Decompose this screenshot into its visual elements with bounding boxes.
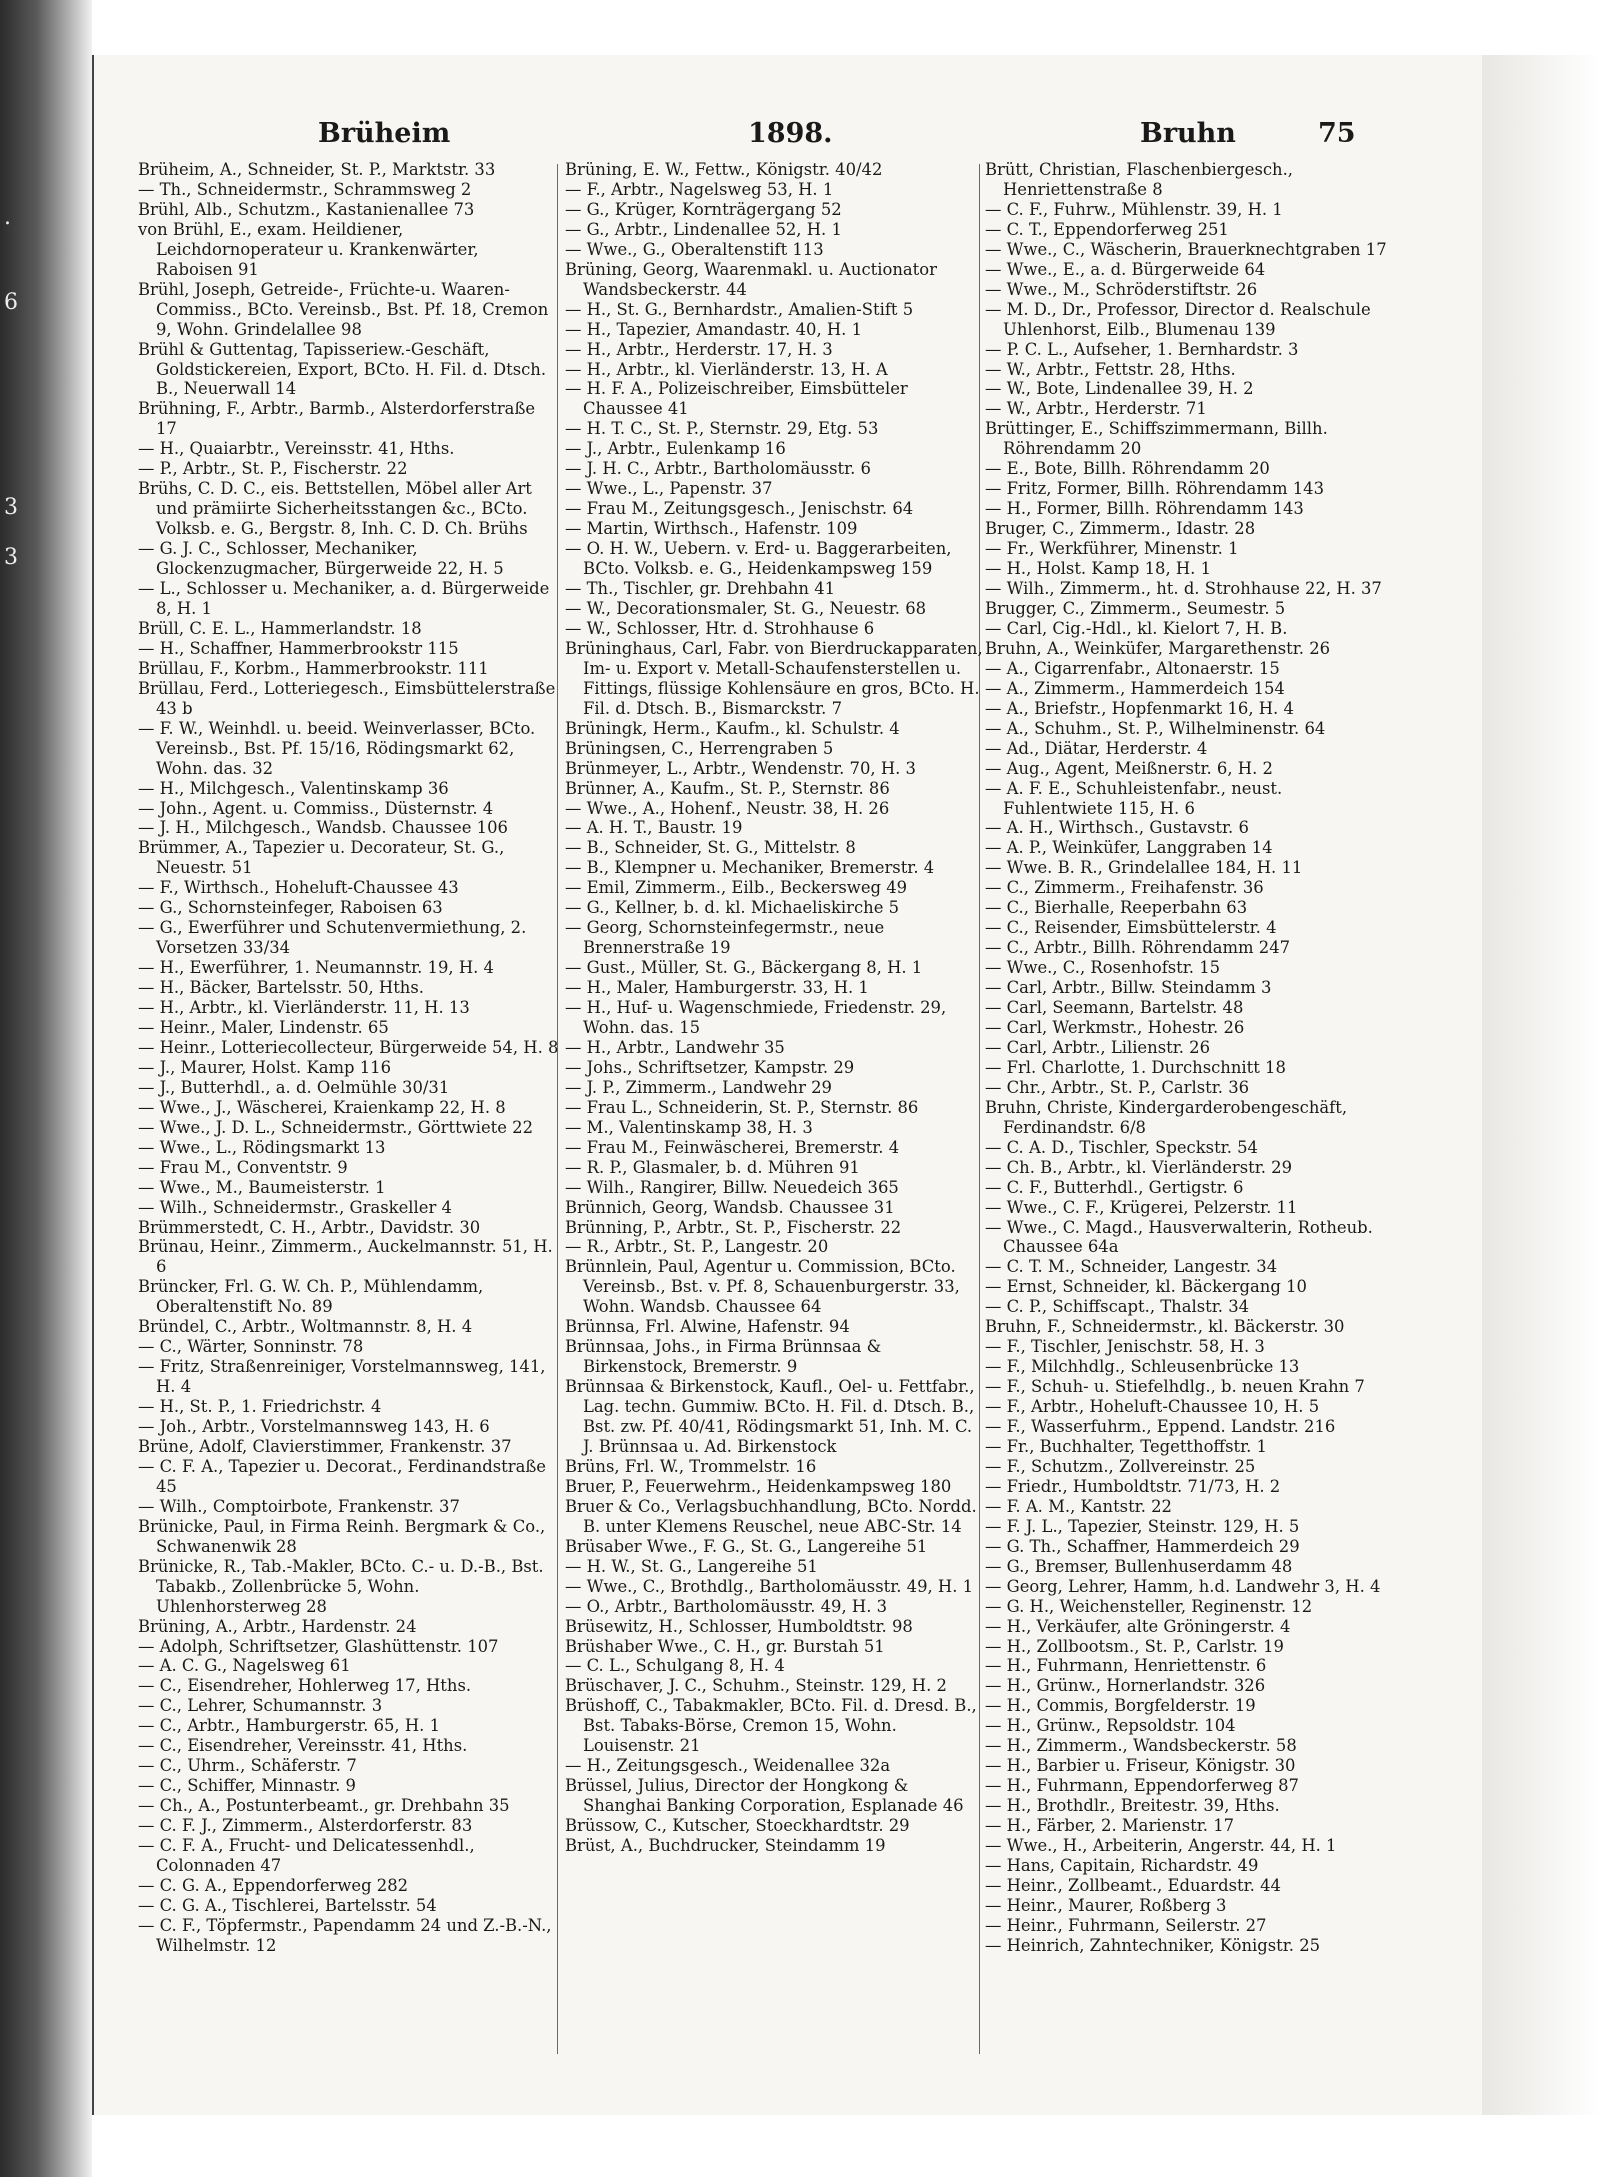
directory-entry: — Wwe., J. D. L., Schneidermstr., Görttwiete 22 [138,1117,534,1137]
directory-entry: — B., Klempner u. Mechaniker, Bremerstr. 4 [565,858,935,878]
directory-entry: — Johs., Schriftsetzer, Kampstr. 29 [565,1057,855,1077]
directory-entry: — H., Grünw., Repsoldstr. 104 [985,1716,1236,1736]
directory-entry: — A., Briefstr., Hopfenmarkt 16, H. 4 [985,698,1294,718]
directory-entry: — H., Zollbootsm., St. P., Carlstr. 19 [985,1636,1284,1656]
directory-entry: — C., Eisendreher, Vereinsstr. 41, Hths. [138,1736,468,1756]
directory-entry: — Wilh., Schneidermstr., Graskeller 4 [138,1197,452,1217]
directory-entry: Bründel, C., Arbtr., Woltmannstr. 8, H. 4 [138,1317,473,1337]
directory-entry: Brünnsaa, Johs., in Firma Brünnsaa & Birkenstock, Bremerstr. 9 [565,1337,882,1377]
directory-entry: — Heinr., Maurer, Roßberg 3 [985,1895,1227,1915]
directory-entry: Bruger, C., Zimmerm., Idastr. 28 [985,519,1256,539]
directory-entry: — O. H. W., Uebern. v. Erd- u. Baggerarbeiten, BCto. Volksb. e. G., Heidenkampsweg 159 [565,539,952,579]
spine-mark: 3 [4,495,18,520]
directory-entry: Brühl & Guttentag, Tapisseriew.-Geschäft, Goldstickereien, Export, BCto. H. Fil. d. Dtsch. B., Neuerwall 14 [138,339,547,399]
directory-entry: — H., Arbtr., kl. Vierländerstr. 13, H. A [565,359,888,379]
directory-entry: — W., Arbtr., Fettstr. 28, Hths. [985,359,1236,379]
directory-entry: — H., Barbier u. Friseur, Königstr. 30 [985,1756,1296,1776]
directory-entry: — C., Bierhalle, Reeperbahn 63 [985,898,1248,918]
directory-entry: — A. P., Weinküfer, Langgraben 14 [985,838,1273,858]
directory-entry: — Wwe., L., Rödingsmarkt 13 [138,1137,386,1157]
directory-entry: — C., Lehrer, Schumannstr. 3 [138,1696,383,1716]
directory-entry: — Chr., Arbtr., St. P., Carlstr. 36 [985,1077,1250,1097]
directory-entry: — H., Ewerführer, 1. Neumannstr. 19, H. 4 [138,958,494,978]
directory-entry: — Ch., A., Postunterbeamt., gr. Drehbahn 35 [138,1796,510,1816]
directory-entry: — Wwe. B. R., Grindelallee 184, H. 11 [985,858,1303,878]
directory-entry: — H., Verkäufer, alte Gröningerstr. 4 [985,1616,1291,1636]
directory-entry: — G. J. C., Schlosser, Mechaniker, Glockenzugmacher, Bürgerweide 22, H. 5 [138,539,504,579]
directory-entry: — G., Arbtr., Lindenallee 52, H. 1 [565,219,842,239]
page-margin [1482,55,1600,2115]
directory-entry: Brüningsen, C., Herrengraben 5 [565,738,834,758]
directory-entry: Brüning, E. W., Fettw., Königstr. 40/42 [565,160,883,179]
directory-entry: Brüllau, Ferd., Lotteriegesch., Eimsbüttelerstraße 43 b [138,678,556,718]
directory-entry: — H., Tapezier, Amandastr. 40, H. 1 [565,319,863,339]
directory-entry: — Heinr., Zollbeamt., Eduardstr. 44 [985,1875,1281,1895]
directory-entry: — H., St. G., Bernhardstr., Amalien-Stift 5 [565,299,914,319]
directory-entry: — Heinrich, Zahntechniker, Königstr. 25 [985,1935,1321,1955]
directory-entry: Brüningk, Herm., Kaufm., kl. Schulstr. 4 [565,718,900,738]
directory-entry: — H., Huf- u. Wagenschmiede, Friedenstr. 29, Wohn. das. 15 [565,998,947,1037]
directory-entry: — Emil, Zimmerm., Eilb., Beckersweg 49 [565,878,908,898]
directory-entry: — C., Zimmerm., Freihafenstr. 36 [985,878,1264,898]
directory-entry: — Carl, Arbtr., Lilienstr. 26 [985,1037,1211,1057]
directory-entry: Brüns, Frl. W., Trommelstr. 16 [565,1456,817,1476]
directory-entry: — Wwe., H., Arbeiterin, Angerstr. 44, H. 1 [985,1836,1337,1856]
directory-entry: — F. W., Weinhdl. u. beeid. Weinverlasser, BCto. Vereinsb., Bst. Pf. 15/16, Rödingsmarkt 62, Wohn. das. 32 [138,718,536,778]
directory-entry: — C., Uhrm., Schäferstr. 7 [138,1756,357,1776]
directory-entry: — C., Eisendreher, Hohlerweg 17, Hths. [138,1676,472,1696]
directory-entry: — H., Grünw., Hornerlandstr. 326 [985,1676,1266,1696]
directory-entry: — J. H. C., Arbtr., Bartholomäusstr. 6 [565,459,871,479]
directory-entry: Brünnlein, Paul, Agentur u. Commission, BCto. Vereinsb., Bst. v. Pf. 8, Schauenburgerstr. 33, Wohn. Wandsb. Chaussee 64 [565,1257,960,1317]
directory-entry: — Wwe., G., Oberaltenstift 113 [565,239,824,259]
directory-entry: — Frl. Charlotte, 1. Durchschnitt 18 [985,1057,1286,1077]
directory-entry: — H., Holst. Kamp 18, H. 1 [985,559,1212,579]
directory-entry: — A., Schuhm., St. P., Wilhelminenstr. 64 [985,718,1326,738]
directory-entry: — F., Schutzm., Zollvereinstr. 25 [985,1456,1256,1476]
directory-entry: Bruer, P., Feuerwehrm., Heidenkampsweg 180 [565,1476,952,1496]
directory-entry: — C. G. A., Tischlerei, Bartelsstr. 54 [138,1895,437,1915]
directory-entry: — F. A. M., Kantstr. 22 [985,1496,1172,1516]
directory-entry: Brüschaver, J. C., Schuhm., Steinstr. 129, H. 2 [565,1676,947,1696]
directory-entry: — Wwe., C., Brothdlg., Bartholomäusstr. 49, H. 1 [565,1576,974,1596]
directory-entry: Bruhn, Christe, Kindergarderobengeschäft, Ferdinandstr. 6/8 [985,1097,1348,1137]
directory-entry: Brüshaber Wwe., C. H., gr. Burstah 51 [565,1636,885,1656]
directory-entry: — R. P., Glasmaler, b. d. Mühren 91 [565,1157,860,1177]
directory-entry: Brüssel, Julius, Director der Hongkong & Shanghai Banking Corporation, Esplanade 46 [565,1776,964,1816]
directory-entry: — H., Bäcker, Bartelsstr. 50, Hths. [138,978,424,998]
directory-entry: — L., Schlosser u. Mechaniker, a. d. Bürgerweide 8, H. 1 [138,579,550,618]
directory-entry: — H., Milchgesch., Valentinskamp 36 [138,778,449,798]
directory-entry: Brünner, A., Kaufm., St. P., Sternstr. 86 [565,778,890,798]
header-last-name: Bruhn [1140,118,1236,149]
directory-entry: — H., Fuhrmann, Eppendorferweg 87 [985,1776,1299,1796]
directory-entry: Brühl, Alb., Schutzm., Kastanienallee 73 [138,199,475,219]
directory-entry: — M., Valentinskamp 38, H. 3 [565,1117,813,1137]
directory-entry: — Aug., Agent, Meißnerstr. 6, H. 2 [985,758,1273,778]
directory-entry: — A., Zimmerm., Hammerdeich 154 [985,678,1285,698]
directory-entry: — Georg, Schornsteinfegermstr., neue Brennerstraße 19 [565,918,885,958]
directory-entry: Brümmerstedt, C. H., Arbtr., Davidstr. 30 [138,1217,481,1237]
directory-entry: — Adolph, Schriftsetzer, Glashüttenstr. 107 [138,1636,499,1656]
directory-entry: — C., Schiffer, Minnastr. 9 [138,1776,356,1796]
directory-entry: — Wwe., J., Wäscherei, Kraienkamp 22, H. 8 [138,1097,506,1117]
directory-entry: Brüllau, F., Korbm., Hammerbrookstr. 111 [138,658,489,678]
directory-entry: — Ernst, Schneider, kl. Bäckergang 10 [985,1277,1307,1297]
directory-entry: — H., St. P., 1. Friedrichstr. 4 [138,1397,382,1417]
directory-entry: — A. H. T., Baustr. 19 [565,818,743,838]
directory-entry: — C. T. M., Schneider, Langestr. 34 [985,1257,1278,1277]
directory-entry: — Wwe., C., Rosenhofstr. 15 [985,958,1221,978]
directory-entry: — Th., Tischler, gr. Drehbahn 41 [565,579,836,599]
directory-entry: — C., Wärter, Sonninstr. 78 [138,1337,364,1357]
directory-entry: — John., Agent. u. Commiss., Düsternstr. 4 [138,798,494,818]
directory-entry: — J. H., Milchgesch., Wandsb. Chaussee 106 [138,818,508,838]
directory-entry: — Frau M., Conventstr. 9 [138,1157,348,1177]
directory-column-1 [138,160,560,1956]
directory-entry: — Fr., Buchhalter, Tegetthoffstr. 1 [985,1437,1267,1456]
directory-entry: — Th., Schneidermstr., Schrammsweg 2 [138,179,472,199]
directory-entry: — Fritz, Straßenreiniger, Vorstelmannsweg, 141, H. 4 [138,1357,546,1397]
directory-entry: — Heinr., Fuhrmann, Seilerstr. 27 [985,1915,1267,1935]
directory-entry: — F., Arbtr., Hoheluft-Chaussee 10, H. 5 [985,1397,1320,1417]
directory-entry: — C. G. A., Eppendorferweg 282 [138,1875,409,1895]
directory-entry: von Brühl, E., exam. Heildiener, Leichdornoperateur u. Krankenwärter, Raboisen 91 [138,219,479,279]
page-number: 75 [1318,118,1356,149]
directory-entry: Brünicke, Paul, in Firma Reinh. Bergmark & Co., Schwanenwik 28 [138,1516,546,1556]
directory-entry: — Wilh., Rangirer, Billw. Neuedeich 365 [565,1177,899,1197]
directory-entry: Brüsewitz, H., Schlosser, Humboldtstr. 98 [565,1616,913,1636]
directory-entry: — Carl, Cig.-Hdl., kl. Kielort 7, H. B. [985,618,1288,638]
directory-entry: — Ch. B., Arbtr., kl. Vierländerstr. 29 [985,1157,1293,1177]
directory-entry: — M. D., Dr., Professor, Director d. Realschule Uhlenhorst, Eilb., Blumenau 139 [985,299,1371,339]
directory-entry: — Wwe., C., Wäscherin, Brauerknechtgraben 17 [985,239,1387,259]
directory-entry: — E., Bote, Billh. Röhrendamm 20 [985,459,1270,479]
directory-entry: Brümmer, A., Tapezier u. Decorateur, St. G., Neuestr. 51 [138,838,505,878]
directory-entry: — H., Commis, Borgfelderstr. 19 [985,1696,1256,1716]
directory-entry: — F., Arbtr., Nagelsweg 53, H. 1 [565,179,834,199]
directory-entry: — G. H., Weichensteller, Reginenstr. 12 [985,1596,1313,1616]
directory-entry: — C. A. D., Tischler, Speckstr. 54 [985,1137,1258,1157]
directory-entry: — F. J. L., Tapezier, Steinstr. 129, H. 5 [985,1516,1300,1536]
directory-entry: — C. F., Töpfermstr., Papendamm 24 und Z.-B.-N., Wilhelmstr. 12 [138,1915,552,1955]
directory-entry: Brünnsaa & Birkenstock, Kaufl., Oel- u. Fettfabr., Lag. techn. Gummiw. BCto. H. Fil. d. Dtsch. B., Bst. zw. Pf. 40/41, Rödingsmarkt 51, Inh. M. C. J. Brünnsaa u. Ad. Birkenstock [565,1377,975,1456]
directory-entry: — H., Quaiarbtr., Vereinsstr. 41, Hths. [138,439,455,459]
directory-entry: — Friedr., Humboldtstr. 71/73, H. 2 [985,1476,1281,1496]
directory-entry: — C., Arbtr., Hamburgerstr. 65, H. 1 [138,1716,440,1736]
directory-entry: Brugger, C., Zimmerm., Seumestr. 5 [985,598,1286,618]
directory-entry: — A. F. E., Schuhleistenfabr., neust. Fuhlentwiete 115, H. 6 [985,778,1283,818]
directory-entry: — F., Wirthsch., Hoheluft-Chaussee 43 [138,878,459,898]
directory-entry: — C. F. A., Frucht- und Delicatessenhdl., Colonnaden 47 [138,1836,475,1876]
directory-entry: — G., Krüger, Kornträgergang 52 [565,199,842,219]
directory-entry: Brüne, Adolf, Clavierstimmer, Frankenstr. 37 [138,1437,512,1456]
directory-entry: Brüning, A., Arbtr., Hardenstr. 24 [138,1616,417,1636]
directory-entry: — Fr., Werkführer, Minenstr. 1 [985,539,1239,559]
directory-entry: — H., Former, Billh. Röhrendamm 143 [985,499,1304,519]
book-spine [0,0,92,2177]
directory-entry: — Wwe., E., a. d. Bürgerweide 64 [985,259,1266,279]
directory-entry: — H., Schaffner, Hammerbrookstr 115 [138,638,459,658]
directory-entry: — B., Schneider, St. G., Mittelstr. 8 [565,838,856,858]
directory-entry: — Wwe., L., Papenstr. 37 [565,479,773,499]
header-first-name: Brüheim [318,118,451,149]
directory-entry: — Wwe., C. Magd., Hausverwalterin, Rotheub. Chaussee 64a [985,1217,1373,1257]
directory-entry: — Frau M., Feinwäscherei, Bremerstr. 4 [565,1137,900,1157]
directory-entry: — F., Schuh- u. Stiefelhdlg., b. neuen Krahn 7 [985,1377,1365,1397]
directory-entry: — Heinr., Lotteriecollecteur, Bürgerweide 54, H. 8 [138,1037,559,1057]
directory-entry: — O., Arbtr., Bartholomäusstr. 49, H. 3 [565,1596,888,1616]
directory-entry: — C. F., Fuhrw., Mühlenstr. 39, H. 1 [985,199,1283,219]
directory-entry: — H., Arbtr., Herderstr. 17, H. 3 [565,339,833,359]
directory-entry: — G., Kellner, b. d. kl. Michaeliskirche 5 [565,898,900,918]
directory-entry: — C. L., Schulgang 8, H. 4 [565,1656,785,1676]
spine-mark: 3 [4,545,18,570]
directory-entry: — Wwe., M., Baumeisterstr. 1 [138,1177,386,1197]
directory-entry: — Wilh., Comptoirbote, Frankenstr. 37 [138,1496,460,1516]
directory-entry: Bruhn, F., Schneidermstr., kl. Bäckerstr. 30 [985,1317,1345,1337]
directory-entry: — F., Wasserfuhrm., Eppend. Landstr. 216 [985,1417,1336,1437]
directory-entry: — F., Tischler, Jenischstr. 58, H. 3 [985,1337,1265,1357]
directory-entry: — Frau L., Schneiderin, St. P., Sternstr. 86 [565,1097,919,1117]
directory-entry: Bruer & Co., Verlagsbuchhandlung, BCto. Nordd. B. unter Klemens Reuschel, neue ABC-Str. 14 [565,1496,977,1536]
directory-entry: Brünicke, R., Tab.-Makler, BCto. C.- u. D.-B., Bst. Tabakb., Zollenbrücke 5, Wohn. Uhlenhorsterweg 28 [138,1556,544,1616]
directory-entry: — H., Arbtr., kl. Vierländerstr. 11, H. 13 [138,998,470,1018]
directory-entry: Brüheim, A., Schneider, St. P., Marktstr. 33 [138,160,496,179]
directory-entry: — G., Ewerführer und Schutenvermiethung, 2. Vorsetzen 33/34 [138,918,527,958]
directory-entry: — Georg, Lehrer, Hamm, h.d. Landwehr 3, H. 4 [985,1576,1381,1596]
directory-entry: — W., Decorationsmaler, St. G., Neuestr. 68 [565,598,927,618]
directory-entry: — A. H., Wirthsch., Gustavstr. 6 [985,818,1249,838]
directory-entry: Brüning, Georg, Waarenmakl. u. Auctionator Wandsbeckerstr. 44 [565,259,937,299]
directory-entry: — H., Brothdlr., Breitestr. 39, Hths. [985,1796,1280,1816]
directory-entry: — H., Zeitungsgesch., Weidenallee 32a [565,1756,891,1776]
directory-entry: — C. F. J., Zimmerm., Alsterdorferstr. 83 [138,1816,473,1836]
directory-entry: — H., Maler, Hamburgerstr. 33, H. 1 [565,978,869,998]
directory-entry: Bruhn, A., Weinküfer, Margarethenstr. 26 [985,638,1331,658]
directory-entry: Brüttinger, E., Schiffszimmermann, Billh. Röhrendamm 20 [985,419,1328,459]
directory-entry: — C. P., Schiffscapt., Thalstr. 34 [985,1297,1250,1317]
directory-entry: — Gust., Müller, St. G., Bäckergang 8, H. 1 [565,958,923,978]
directory-entry: — Wilh., Zimmerm., ht. d. Strohhause 22, H. 37 [985,579,1382,599]
directory-entry: Brüninghaus, Carl, Fabr. von Bierdruckapparaten, Im- u. Export v. Metall-Schaufensterstellen u. Fittings, flüssige Kohlensäure en gros, BCto. H. Fil. d. Dtsch. B., Bismarckstr. 7 [565,638,983,718]
directory-entry: — W., Bote, Lindenallee 39, H. 2 [985,379,1254,399]
header-year: 1898. [748,118,833,149]
directory-entry: Brüll, C. E. L., Hammerlandstr. 18 [138,618,422,638]
directory-entry: — Wwe., A., Hohenf., Neustr. 38, H. 26 [565,798,890,818]
directory-entry: Brühs, C. D. C., eis. Bettstellen, Möbel aller Art und prämiirte Sicherheitsstangen &c., BCto. Volksb. e. G., Bergstr. 8, Inh. C. D. Ch. Brühs [138,479,532,539]
directory-entry: — Frau M., Zeitungsgesch., Jenischstr. 64 [565,499,914,519]
directory-entry: — C. F., Butterhdl., Gertigstr. 6 [985,1177,1244,1197]
directory-entry: Brünning, P., Arbtr., St. P., Fischerstr. 22 [565,1217,902,1237]
directory-entry: Brüsaber Wwe., F. G., St. G., Langereihe 51 [565,1536,928,1556]
directory-entry: — H., Fuhrmann, Henriettenstr. 6 [985,1656,1267,1676]
spine-mark: . [4,205,11,230]
directory-entry: Brüshoff, C., Tabakmakler, BCto. Fil. d. Dresd. B., Bst. Tabaks-Börse, Cremon 15, Wohn. Louisenstr. 21 [565,1696,977,1756]
directory-entry: — J. P., Zimmerm., Landwehr 29 [565,1077,832,1097]
directory-entry: — C., Arbtr., Billh. Röhrendamm 247 [985,938,1291,958]
directory-entry: — Martin, Wirthsch., Hafenstr. 109 [565,519,858,539]
directory-entry: — C. T., Eppendorferweg 251 [985,219,1229,239]
directory-entry: Brüssow, C., Kutscher, Stoeckhardtstr. 29 [565,1816,910,1836]
directory-entry: Brünau, Heinr., Zimmerm., Auckelmannstr. 51, H. 6 [138,1237,553,1277]
directory-entry: — Heinr., Maler, Lindenstr. 65 [138,1017,389,1037]
directory-entry: — P. C. L., Aufseher, 1. Bernhardstr. 3 [985,339,1299,359]
directory-entry: — Joh., Arbtr., Vorstelmannsweg 143, H. 6 [138,1417,490,1437]
directory-entry: — J., Arbtr., Eulenkamp 16 [565,439,786,459]
directory-entry: — F., Milchhdlg., Schleusenbrücke 13 [985,1357,1300,1377]
directory-entry: Brünmeyer, L., Arbtr., Wendenstr. 70, H. 3 [565,758,916,778]
directory-entry: Brühning, F., Arbtr., Barmb., Alsterdorferstraße 17 [138,399,536,439]
directory-entry: — Wwe., C. F., Krügerei, Pelzerstr. 11 [985,1197,1298,1217]
directory-entry: — G., Schornsteinfeger, Raboisen 63 [138,898,443,918]
directory-entry: Brüst, A., Buchdrucker, Steindamm 19 [565,1836,886,1856]
directory-entry: — H., Färber, 2. Marienstr. 17 [985,1816,1235,1836]
directory-entry: — J., Butterhdl., a. d. Oelmühle 30/31 [138,1077,450,1097]
spine-mark: 6 [4,290,18,315]
directory-entry: — Carl, Werkmstr., Hohestr. 26 [985,1017,1245,1037]
directory-entry: — H., Arbtr., Landwehr 35 [565,1037,785,1057]
directory-entry: Brühl, Joseph, Getreide-, Früchte-u. Waaren-Commiss., BCto. Vereinsb., Bst. Pf. 18, Cremon 9, Wohn. Grindelallee 98 [138,279,549,339]
directory-entry: — H., Zimmerm., Wandsbeckerstr. 58 [985,1736,1297,1756]
directory-entry: — P., Arbtr., St. P., Fischerstr. 22 [138,459,408,479]
directory-entry: Brünnich, Georg, Wandsb. Chaussee 31 [565,1197,895,1217]
directory-entry: — W., Schlosser, Htr. d. Strohhause 6 [565,618,875,638]
directory-entry: — R., Arbtr., St. P., Langestr. 20 [565,1237,829,1257]
directory-column-3 [985,160,1390,1956]
directory-entry: — W., Arbtr., Herderstr. 71 [985,399,1207,419]
directory-entry: — A. C. G., Nagelsweg 61 [138,1656,351,1676]
directory-entry: — H. T. C., St. P., Sternstr. 29, Etg. 53 [565,419,879,439]
directory-entry: — A., Cigarrenfabr., Altonaerstr. 15 [985,658,1280,678]
directory-entry: Brünnsa, Frl. Alwine, Hafenstr. 94 [565,1317,850,1337]
directory-entry: — H. F. A., Polizeischreiber, Eimsbütteler Chaussee 41 [565,379,908,419]
directory-entry: — C. F. A., Tapezier u. Decorat., Ferdinandstraße 45 [138,1456,546,1496]
directory-entry: — Wwe., M., Schröderstiftstr. 26 [985,279,1258,299]
directory-entry: — C., Reisender, Eimsbüttelerstr. 4 [985,918,1277,938]
directory-entry: — Fritz, Former, Billh. Röhrendamm 143 [985,479,1325,499]
directory-entry: Brüncker, Frl. G. W. Ch. P., Mühlendamm, Oberaltenstift No. 89 [138,1277,484,1317]
directory-entry: — H. W., St. G., Langereihe 51 [565,1556,818,1576]
directory-entry: — G. Th., Schaffner, Hammerdeich 29 [985,1536,1300,1556]
directory-entry: — J., Maurer, Holst. Kamp 116 [138,1057,391,1077]
directory-entry: — Hans, Capitain, Richardstr. 49 [985,1856,1259,1876]
directory-entry: — Carl, Arbtr., Billw. Steindamm 3 [985,978,1272,998]
directory-entry: — G., Bremser, Bullenhuserdamm 48 [985,1556,1293,1576]
directory-column-2 [565,160,987,1856]
directory-entry: Brütt, Christian, Flaschenbiergesch., Henriettenstraße 8 [985,160,1294,199]
directory-entry: — Carl, Seemann, Bartelstr. 48 [985,998,1244,1018]
running-header [138,118,1356,162]
directory-entry: — Ad., Diätar, Herderstr. 4 [985,738,1208,758]
